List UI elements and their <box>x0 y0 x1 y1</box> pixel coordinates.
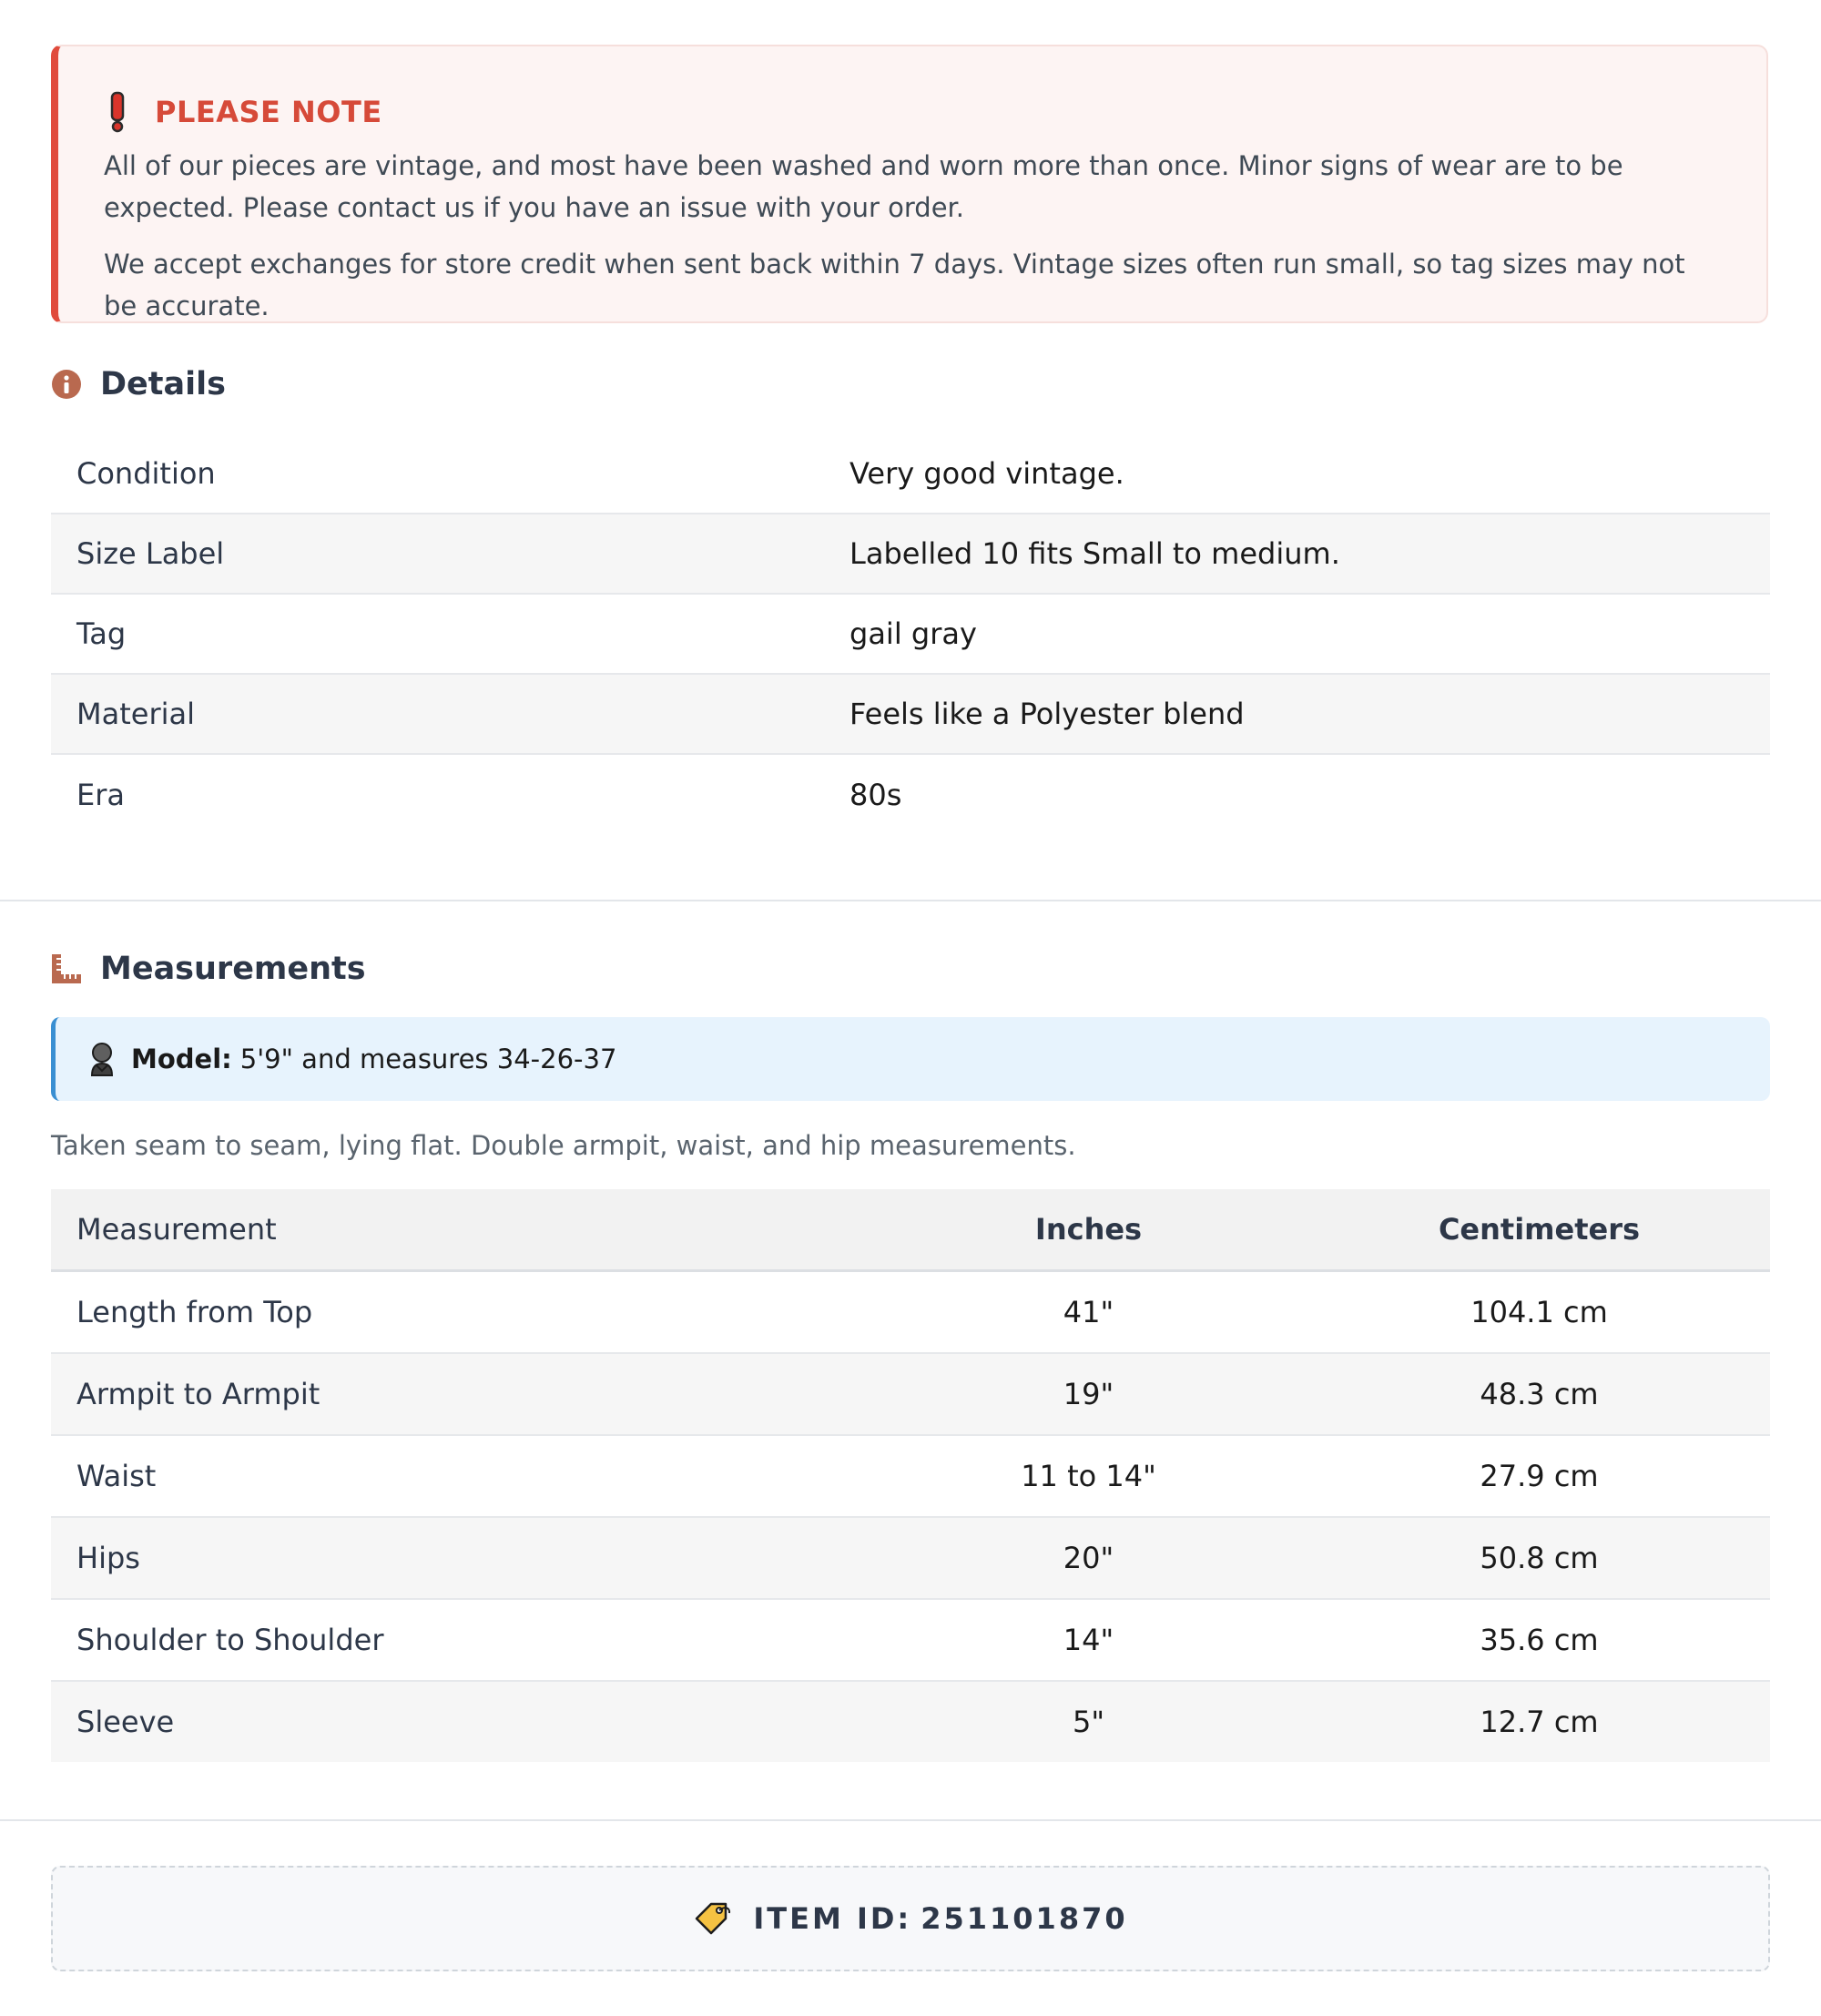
detail-label: Size Label <box>51 514 824 594</box>
table-row <box>51 1435 1770 1517</box>
table-row <box>51 1353 1770 1435</box>
table-row <box>51 1271 1770 1354</box>
item-id-box <box>51 1866 1770 1971</box>
table-row <box>51 594 1770 674</box>
measurement-cm: 104.1 cm <box>1308 1271 1770 1354</box>
tag-icon <box>693 1900 733 1937</box>
table-row <box>51 754 1770 835</box>
person-icon <box>86 1041 118 1077</box>
measurement-cm: 48.3 cm <box>1308 1353 1770 1435</box>
measurements-table <box>51 1189 1770 1762</box>
measurements-heading <box>51 951 366 987</box>
measurement-inches: 20" <box>869 1517 1308 1599</box>
table-row <box>51 1681 1770 1762</box>
details-heading <box>51 366 226 402</box>
column-header: Measurement <box>51 1189 869 1271</box>
model-label: Model: <box>131 1044 232 1074</box>
ruler-icon <box>51 953 82 984</box>
column-header: Inches <box>869 1189 1308 1271</box>
table-header-row <box>51 1189 1770 1271</box>
measurement-inches: 11 to 14" <box>869 1435 1308 1517</box>
measurement-name: Shoulder to Shoulder <box>51 1599 869 1681</box>
please-note-title: PLEASE NOTE <box>155 95 382 129</box>
measurement-cm: 35.6 cm <box>1308 1599 1770 1681</box>
measurement-name: Armpit to Armpit <box>51 1353 869 1435</box>
please-note-header <box>104 88 1719 136</box>
measurement-name: Sleeve <box>51 1681 869 1762</box>
measurements-title: Measurements <box>100 951 366 987</box>
column-header: Centimeters <box>1308 1189 1770 1271</box>
measurement-cm: 12.7 cm <box>1308 1681 1770 1762</box>
detail-value: 80s <box>849 778 902 812</box>
please-note-text-2: We accept exchanges for store credit when sent back within 7 days. Vintage sizes often run small, so tag sizes may not be accurate. <box>104 249 1685 321</box>
measurement-inches: 41" <box>869 1271 1308 1354</box>
measurement-cm: 50.8 cm <box>1308 1517 1770 1599</box>
item-id-value: 251101870 <box>921 1901 1128 1936</box>
measurement-inches: 5" <box>869 1681 1308 1762</box>
please-note-text-1: All of our pieces are vintage, and most have been washed and worn more than once. Minor signs of wear are to be expected. Please contact us if you have an issue with your order. <box>104 150 1623 223</box>
detail-value: Feels like a Polyester blend <box>824 674 1770 754</box>
model-text: 5'9" and measures 34-26-37 <box>239 1044 617 1074</box>
measurement-cm: 27.9 cm <box>1308 1435 1770 1517</box>
measurement-inches: 14" <box>869 1599 1308 1681</box>
info-icon <box>51 369 82 400</box>
measurement-name: Waist <box>51 1435 869 1517</box>
detail-value: Very good vintage. <box>824 434 1770 514</box>
measurement-name: Hips <box>51 1517 869 1599</box>
detail-label: Condition <box>51 434 824 514</box>
section-divider <box>0 1819 1821 1821</box>
measurement-name: Length from Top <box>51 1271 869 1354</box>
table-row <box>51 1517 1770 1599</box>
exclamation-icon <box>104 91 131 133</box>
item-id-label: ITEM ID: <box>753 1901 912 1936</box>
detail-label: Material <box>51 674 824 754</box>
section-divider <box>0 900 1821 901</box>
detail-value: gail gray <box>824 594 1770 674</box>
measurement-inches: 19" <box>869 1353 1308 1435</box>
table-row <box>51 674 1770 754</box>
detail-value: Labelled 10 fits Small to medium. <box>824 514 1770 594</box>
model-info-callout <box>51 1017 1770 1101</box>
detail-label: Tag <box>51 594 824 674</box>
details-title: Details <box>100 366 226 402</box>
details-table <box>51 434 1770 835</box>
please-note-box <box>51 45 1768 323</box>
measurements-caption: Taken seam to seam, lying flat. Double armpit, waist, and hip measurements. <box>51 1130 1076 1161</box>
table-row <box>51 1599 1770 1681</box>
table-row <box>51 514 1770 594</box>
detail-label: Era <box>76 778 125 812</box>
table-row <box>51 434 1770 514</box>
